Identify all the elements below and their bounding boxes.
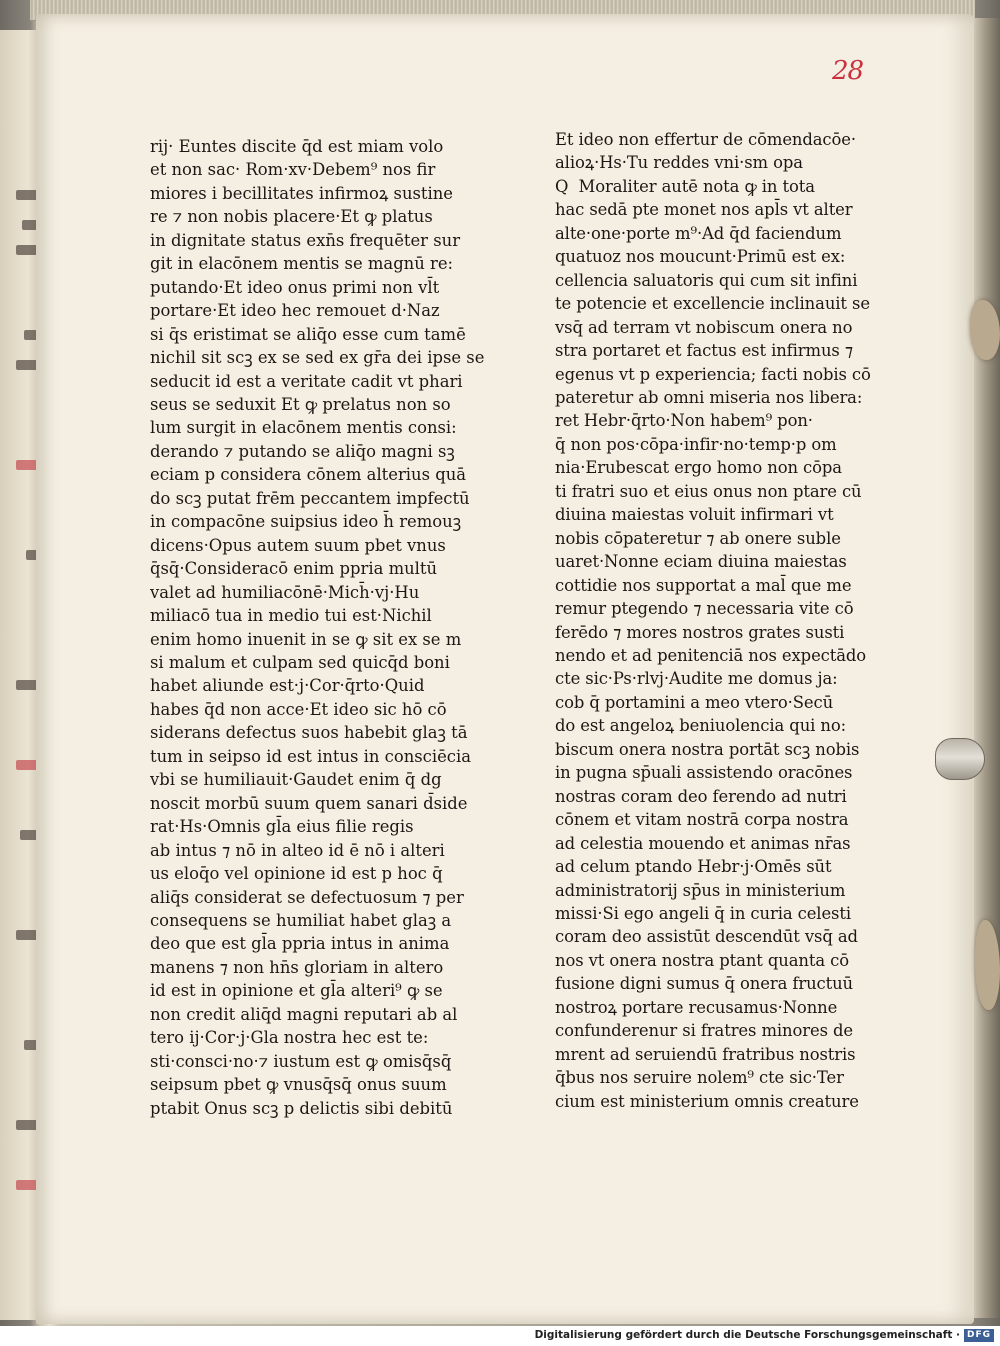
text-column-left: rij· Euntes discite q̄d est miam volo et non sac· Rom·xv·Debem⁹ nos fir miores i becillitates infirmoꝝ sustine re ⁊ non nobis placere·Et ꝙ platus in dignitate status exn̄s frequēter sur git in elacōnem mentis se magnū re: putando·Et ideo onus primi non vl̄t portare·Et ideo hec remouet d·Naz si q̄s eristimat se aliq̄o esse cum tamē nichil sit scꝫ ex se sed ex gr̄a dei ipse se seducit id est a veritate cadit vt phari seus se seduxit Et ꝙ prelatus non so lum surgit in elacōnem mentis consi: derando ⁊ putando se aliq̄o magni sꝫ eciam p considera cōnem alterius quā do scꝫ putat frēm peccantem impfectū in compacōne suipsius ideo h̄ remouꝫ dicens·Opus autem suum pbet vnus q̄sq̄·Consideracō enim ppria multū valet ad humiliacōnē·Mich̄·vj·Hu miliacō tua in medio tui est·Nichil enim homo inuenit in se ꝙ sit ex se m si malum et culpam sed quicq̄d boni habet aliunde est·j·Cor·q̄rto·Quid habes q̄d non acce·Et ideo sic hō cō siderans defectus suos habebit glaꝫ tā tum in seipso id est intus in consciēcia vbi se humiliauit·Gaudet enim q̄ dg noscit morbū suum quem sanari d̄side rat·Hs·Omnis gl̄a eius filie regis ab intus ⁊ nō in alteo id ē nō i alteri us eloq̄o vel opinione id est p hoc q̄ aliq̄s considerat se defectuosum ⁊ per consequens se humiliat habet glaꝫ a deo que est gl̄a ppria intus in anima manens ⁊ non hn̄s gloriam in altero id est in opinione et gl̄a alteri⁹ ꝙ se non credit aliq̄d magni reputari ab al tero ij·Cor·j·Gla nostra hec est te: sti·consci·no·⁊ iustum est ꝙ omisq̄sq̄ seipsum pbet ꝙ vnusq̄sq̄ onus suum ptabit Onus scꝫ p delictis sibi debitū bbox=[150, 137, 485, 1118]
book-fore-edge bbox=[974, 18, 1000, 1318]
metal-clasp bbox=[935, 738, 985, 780]
previous-page-edge bbox=[0, 30, 41, 1320]
page-number: 28 bbox=[832, 56, 864, 86]
dfg-logo: DFG bbox=[964, 1329, 994, 1342]
text-column-right: Et ideo non effertur de cōmendacōe· alioꝝ·Hs·Tu reddes vni·sm opa Q Moraliter autē nota ꝙ in tota hac sedā pte monet nos apl̄s vt alter alte·one·porte m⁹·Ad q̄d faciendum quatuoz nos moucunt·Primū est ex: cellencia saluatoris qui cum sit infini te potencie et excellencie inclinauit se vsq̄ ad terram vt nobiscum onera no stra portaret et factus est infirmus ⁊ egenus vt p experiencia; facti nobis cō pateretur ab omni miseria nos libera: ret Hebr·q̄rto·Non habem⁹ pon· q̄ non pos·cōpa·infir·no·temp·p om nia·Erubescat ergo homo non cōpa ti fratri suo et eius onus non ptare cū diuina maiestas voluit infirmari vt nobis cōpateretur ⁊ ab onere suble uaret·Nonne eciam diuina maiestas cottidie nos supportat a mal̄ que me remur ptegendo ⁊ necessaria vite cō ferēdo ⁊ mores nostros grates susti nendo et ad penitenciā nos expectādo cte sic·Ps·rlvj·Audite me domus ja: cob q̄ portamini a meo vtero·Secū do est angeloꝝ beniuolencia qui no: biscum onera nostra portāt scꝫ nobis in pugna sp̄uali assistendo oracōnes nostras coram deo ferendo ad nutri cōnem et vitam nostrā corpa nostra ad celestia mouendo et animas nr̄as ad celum ptando Hebr·j·Omēs sūt administratorij sp̄us in ministerium missi·Si ego angeli q̄ in curia celesti coram deo assistūt descendūt vsq̄ ad nos vt onera nostra ptant quanta cō fusione digni sumus q̄ onera fructuū nostroꝝ portare recusamus·Nonne confunderenur si fratres minores de mrent ad seruiendū fratribus nostris q̄bus nos seruire nolem⁹ cte sic·Ter cium est ministerium omnis creature bbox=[555, 130, 871, 1111]
footer-credit: Digitalisierung gefördert durch die Deutsche Forschungsgemeinschaft · bbox=[534, 1329, 960, 1341]
